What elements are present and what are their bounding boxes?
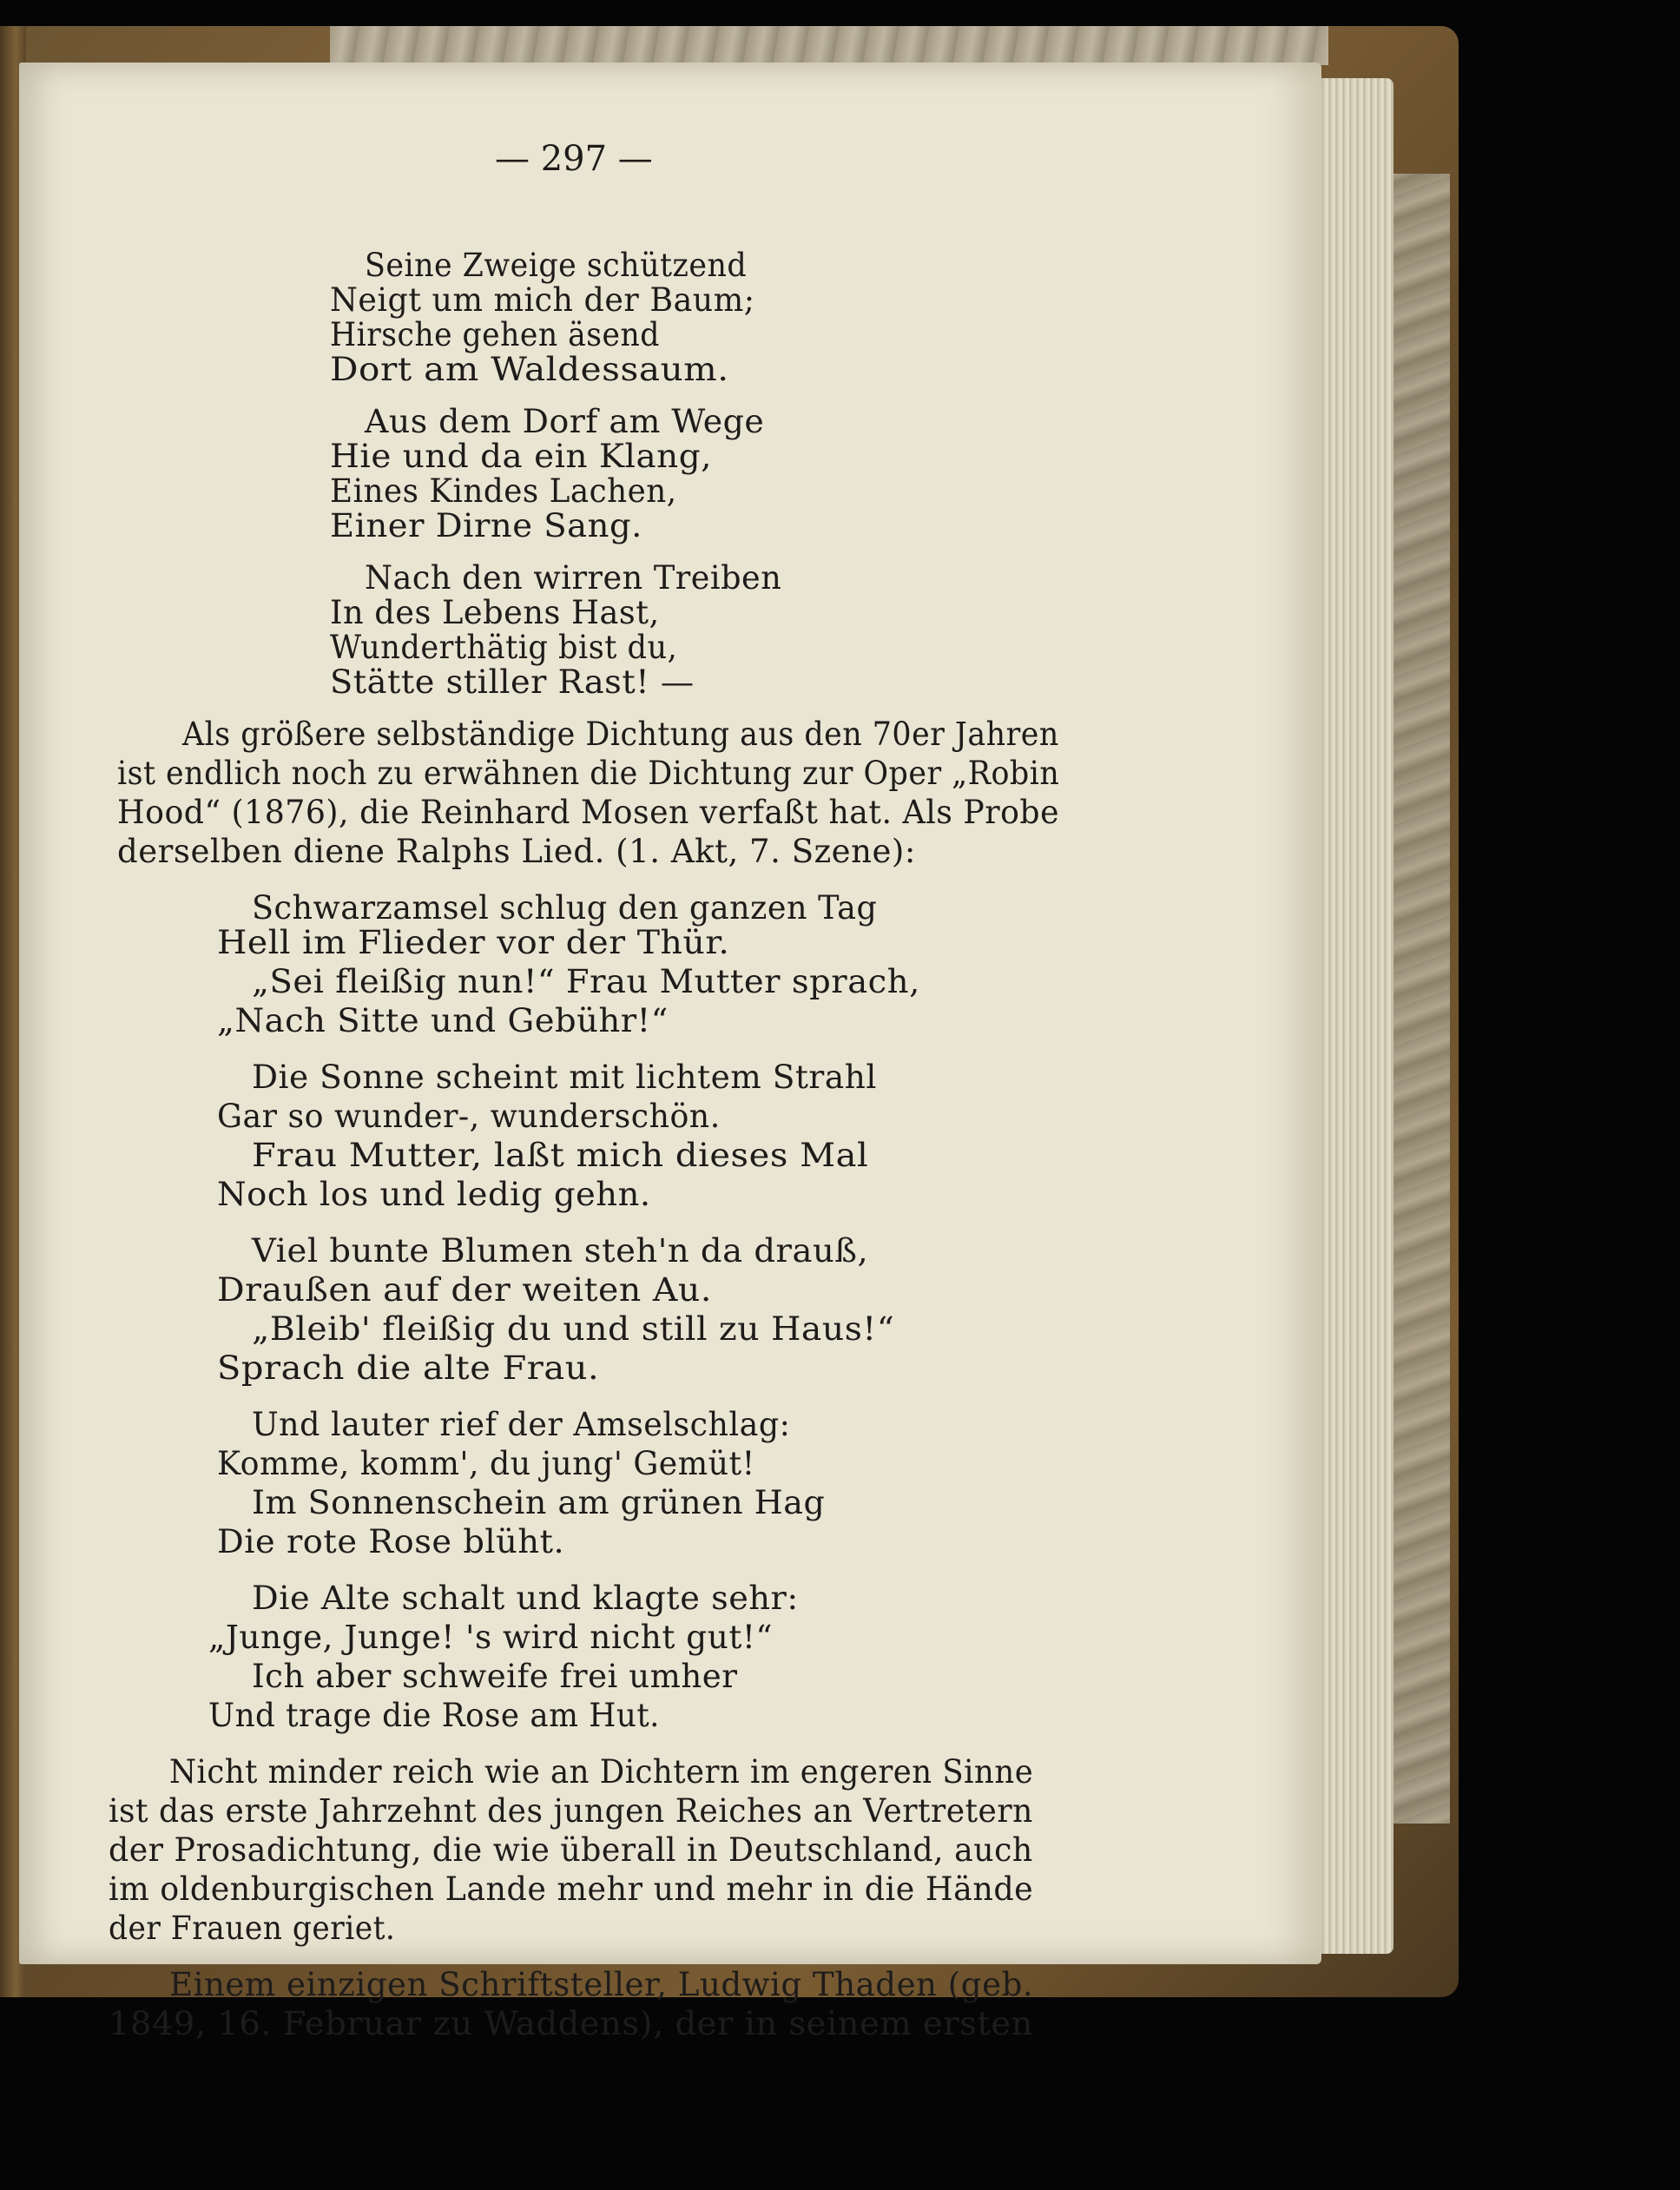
text-line: im oldenburgischen Lande mehr und mehr in die Hände bbox=[109, 1870, 1034, 1908]
text-line: ist das erste Jahrzehnt des jungen Reiches an Vertretern bbox=[109, 1792, 1033, 1830]
text-line: Hell im Flieder vor der Thür. bbox=[217, 924, 730, 961]
text-line: Sprach die alte Frau. bbox=[217, 1349, 600, 1387]
text-line: Noch los und ledig gehn. bbox=[217, 1176, 651, 1213]
text-line: Neigt um mich der Baum; bbox=[330, 281, 755, 319]
marbled-paper-top bbox=[330, 26, 1328, 65]
text-line: Im Sonnenschein am grünen Hag bbox=[252, 1484, 826, 1521]
text-line: Eines Kindes Lachen, bbox=[330, 472, 677, 510]
text-line: derselben diene Ralphs Lied. (1. Akt, 7. Szene): bbox=[117, 833, 916, 870]
text-line: Schwarzamsel schlug den ganzen Tag bbox=[252, 889, 878, 927]
page-number: — 297 — bbox=[495, 139, 653, 179]
text-line: Seine Zweige schützend bbox=[365, 247, 748, 284]
text-line: Die Sonne scheint mit lichtem Strahl bbox=[252, 1059, 877, 1096]
text-line: Hirsche gehen äsend bbox=[330, 316, 660, 353]
text-line: Nach den wirren Treiben bbox=[365, 559, 782, 597]
text-line: Ich aber schweife frei umher bbox=[252, 1658, 738, 1695]
text-line: Frau Mutter, laßt mich dieses Mal bbox=[252, 1137, 869, 1174]
text-line: Gar so wunder-, wunderschön. bbox=[217, 1098, 721, 1135]
text-line: Hood“ (1876), die Reinhard Mosen verfaßt hat. Als Probe bbox=[117, 794, 1060, 831]
text-line: Als größere selbständige Dichtung aus den 70er Jahren bbox=[182, 716, 1059, 753]
text-line: Wunderthätig bist du, bbox=[330, 629, 678, 666]
text-line: Draußen auf der weiten Au. bbox=[217, 1271, 712, 1309]
text-line: Komme, komm', du jung' Gemüt! bbox=[217, 1445, 755, 1482]
text-line: In des Lebens Hast, bbox=[330, 594, 660, 631]
text-line: Die rote Rose blüht. bbox=[217, 1523, 565, 1560]
text-line: „Nach Sitte und Gebühr!“ bbox=[217, 1002, 669, 1039]
page-edges bbox=[1311, 78, 1393, 1954]
text-line: der Frauen geriet. bbox=[109, 1910, 396, 1947]
text-line: der Prosadichtung, die wie überall in Deutschland, auch bbox=[109, 1831, 1033, 1869]
text-line: Aus dem Dorf am Wege bbox=[365, 403, 765, 440]
text-line: Und trage die Rose am Hut. bbox=[208, 1697, 661, 1734]
text-line: Viel bunte Blumen steh'n da drauß, bbox=[252, 1232, 869, 1270]
text-line: Einem einzigen Schriftsteller, Ludwig Thaden (geb. bbox=[169, 1966, 1034, 2003]
text-line: Hie und da ein Klang, bbox=[330, 438, 712, 475]
text-line: „Sei fleißig nun!“ Frau Mutter sprach, bbox=[252, 963, 920, 1000]
text-line: 1849, 16. Februar zu Waddens), der in seinem ersten bbox=[109, 2005, 1033, 2042]
text-line: Nicht minder reich wie an Dichtern im engeren Sinne bbox=[169, 1753, 1034, 1791]
text-line: Stätte stiller Rast! — bbox=[330, 663, 695, 701]
text-line: Einer Dirne Sang. bbox=[330, 507, 642, 544]
text-line: Und lauter rief der Amselschlag: bbox=[252, 1406, 791, 1443]
text-line: ist endlich noch zu erwähnen die Dichtung zur Oper „Robin bbox=[117, 755, 1060, 792]
text-line: „Junge, Junge! 's wird nicht gut!“ bbox=[208, 1619, 774, 1656]
text-line: Die Alte schalt und klagte sehr: bbox=[252, 1580, 799, 1617]
text-line: „Bleib' fleißig du und still zu Haus!“ bbox=[252, 1310, 895, 1348]
text-line: Dort am Waldessaum. bbox=[330, 351, 729, 388]
